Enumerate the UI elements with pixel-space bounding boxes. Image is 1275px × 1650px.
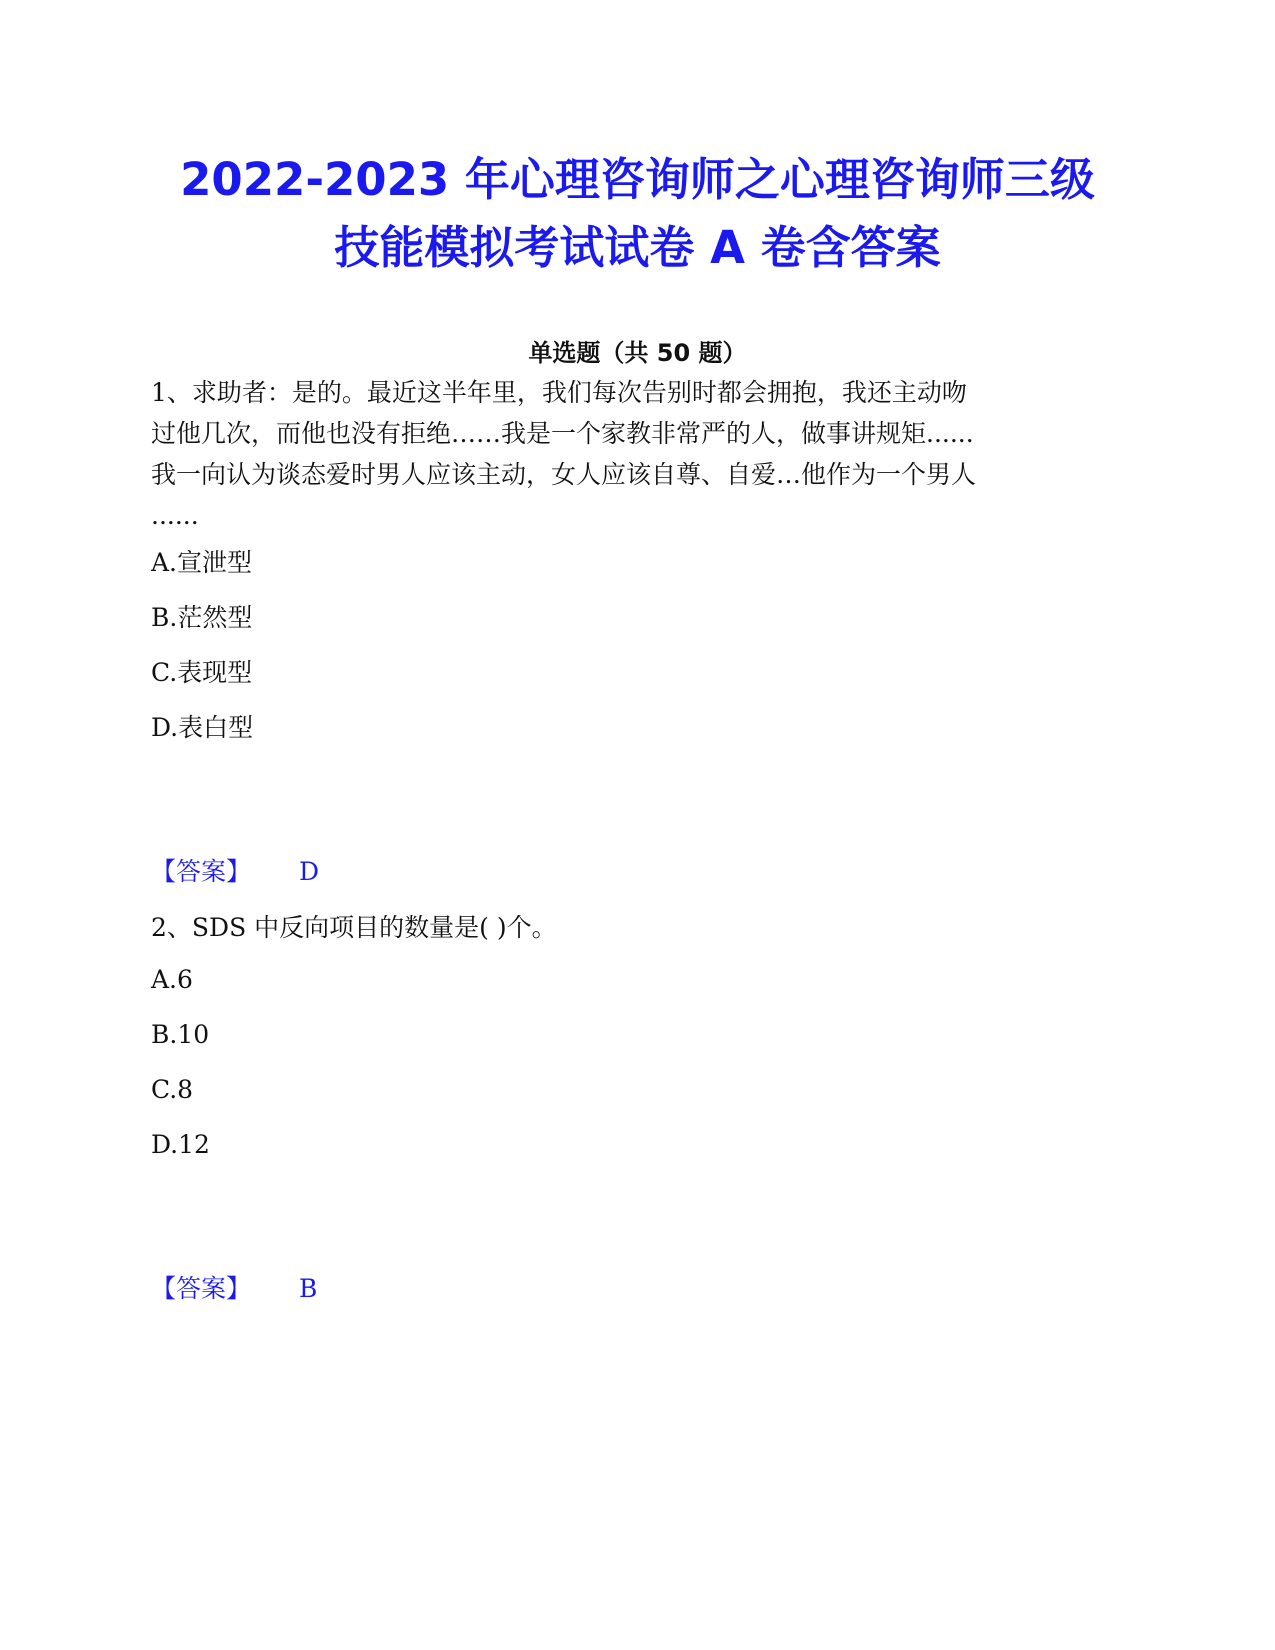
title-line-2: 技能模拟考试试卷 A 卷含答案 [334,221,941,274]
question-1-line-2: 过他几次，而他也没有拒绝……我是一个家教非常严的人，做事讲规矩...... [151,419,974,448]
question-2-answer [151,1272,317,1306]
question-2-line-1: 2、SDS 中反向项目的数量是( )个。 [151,913,557,942]
answer-value: B [299,1274,318,1303]
section-heading: 单选题（共 50 题） [528,339,747,367]
question-1-option-a: A.宣泄型 [151,548,253,577]
question-1-line-3: 我一向认为谈态爱时男人应该主动，女人应该自尊、自爱…他作为一个男人 [151,460,977,489]
question-2-option-b: B.10 [151,1020,210,1049]
question-2-text [151,907,1121,948]
question-1-option-d: D.表白型 [151,713,254,742]
answer-value: D [299,857,320,886]
question-2-option-c: C.8 [151,1075,194,1104]
answer-label: 【答案】 [151,1274,252,1303]
question-1-text [151,372,1121,536]
question-2-option-a: A.6 [151,965,193,994]
answer-label: 【答案】 [151,857,252,886]
question-1-line-1: 1、求助者：是的。最近这半年里，我们每次告别时都会拥抱，我还主动吻 [151,378,967,407]
title-line-1: 2022-2023 年心理咨询师之心理咨询师三级 [180,153,1095,206]
question-1-answer [151,855,319,889]
question-1-option-c: C.表现型 [151,658,253,687]
document-title [120,146,1155,282]
question-1-line-4: ...... [151,501,199,530]
question-1-option-b: B.茫然型 [151,603,253,632]
question-2-option-d: D.12 [151,1130,210,1159]
